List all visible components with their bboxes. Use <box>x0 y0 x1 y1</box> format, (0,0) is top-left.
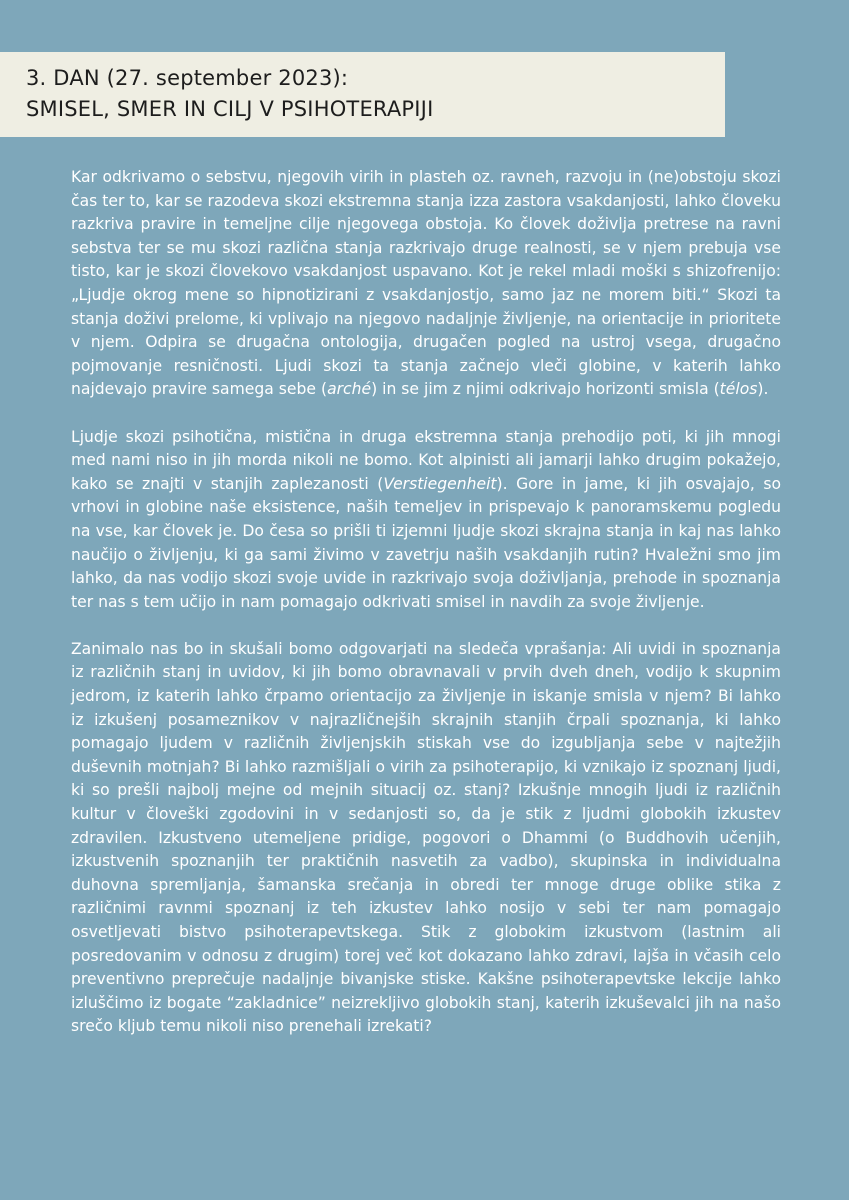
body-text <box>71 166 781 1063</box>
paragraph-2-text-b: ). Gore in jame, ki jih osvajajo, so vrhovi in globine naše eksistence, naših temeljev in prispevajo k panoramskemu pogledu na vse, kar človek je. Do česa so prišli ti izjemni ljudje skozi skrajna stanja in kaj nas lahko naučijo o življenju, ki ga sami živimo v zavetrju naših vsakdanjih rutin? Hvaležni smo jim lahko, da nas vodijo skozi svoje uvide in razkrivajo svoja doživljanja, prehode in spoznanja ter nas s tem učijo in nam pomagajo odkrivati smisel in navdih za svoje življenje. <box>71 474 781 611</box>
paragraph-1 <box>71 166 781 402</box>
title-box <box>0 52 725 137</box>
paragraph-3-text-a: Zanimalo nas bo in skušali bomo odgovarjati na sledeča vprašanja: Ali uvidi in spoznanja iz različnih stanj in uvidov, ki jih bomo obravnavali v prvih dveh dneh, vodijo k skupnim jedrom, iz katerih lahko črpamo orientacijo za življenje in iskanje smisla v njem? Bi lahko iz izkušenj posameznikov v najrazličnejših skrajnih stanjih črpali spoznanja, ki lahko pomagajo ljudem v različnih življenjskih stiskah vse do izgubljanja sebe v najtežjih duševnih motnjah? Bi lahko razmišljali o virih za psihoterapijo, ki vznikajo iz spoznanj ljudi, ki so prešli najbolj mejne od mejnih situacij oz. stanj? Izkušnje mnogih ljudi iz različnih kultur v človeški zgodovini in v sedanjosti so, da je stik z ljudmi globokih izkustev zdravilen. Izkustveno utemeljene pridige, pogovori o Dhammi (o Buddhovih učenjih, izkustvenih spoznanjih ter praktičnih nasvetih za vadbo), skupinska in individualna duhovna spremljanja, šamanska srečanja in obredi ter mnoge druge oblike stika z različnimi ravnmi spoznanj iz teh izkustev lahko nosijo v sebi ter nam pomagajo osvetljevati bistvo psihoterapevtskega. Stik z globokim izkustvom (lastnim ali posredovanim v odnosu z drugim) torej več kot dokazano lahko zdravi, lajša in včasih celo preventivno preprečuje nadaljnje bivanjske stiske. Kakšne psihoterapevtske lekcije lahko izluščimo iz bogate “zakladnice” neizreklјivo globokih stanj, katerih izkuševalci jih na našo srečo kljub temu nikoli niso prenehali izrekati? <box>71 639 781 1036</box>
paragraph-2-text-a: Ljudje skozi psihotična, mistična in druga ekstremna stanja prehodijo poti, ki jih mnogi med nami niso in jih morda nikoli ne bomo. Kot alpinisti ali jamarji lahko drugim pokažejo, kako se znajti v stanjih zaplezanosti ( <box>71 427 781 493</box>
paragraph-1-text-b: ) in se jim z njimi odkrivajo horizonti smisla ( <box>371 380 720 399</box>
paragraph-1-term-arche: arché <box>327 380 372 399</box>
paragraph-1-term-telos: télos <box>719 380 758 399</box>
title-line-1: 3. DAN (27. september 2023): <box>26 66 349 90</box>
paragraph-2 <box>71 426 781 615</box>
paragraph-2-term-verstiegenheit: Verstiegenheit <box>383 474 497 493</box>
paragraph-1-text-c: ). <box>757 380 769 399</box>
title-line-2: SMISEL, SMER IN CILJ V PSIHOTERAPIJI <box>26 97 434 121</box>
paragraph-1-text-a: Kar odkrivamo o sebstvu, njegovih virih in plasteh oz. ravneh, razvoju in (ne)obstoju skozi čas ter to, kar se razodeva skozi ekstremna stanja izza zastora vsakdanjosti, lahko človeku razkriva pravire in temeljne cilje njegovega obstoja. Ko človek doživlja pretrese na ravni sebstva ter se mu skozi različna stanja razkrivajo druge realnosti, se v njem prebuja vse tisto, kar je skozi človekovo vsakdanjost uspavano. Kot je rekel mladi moški s shizofrenijo: „Ljudje okrog mene so hipnotizirani z vsakdanjostjo, samo jaz ne morem biti.“ Skozi ta stanja doživi prelome, ki vplivajo na njegovo nadaljnje življenje, na orientacije in prioritete v njem. Odpira se drugačna ontologija, drugačen pogled na ustroj vsega, drugačno pojmovanje resničnosti. Ljudi skozi ta stanja začnejo vleči globine, v katerih lahko najdevajo pravire samega sebe ( <box>71 168 781 399</box>
paragraph-3 <box>71 638 781 1039</box>
